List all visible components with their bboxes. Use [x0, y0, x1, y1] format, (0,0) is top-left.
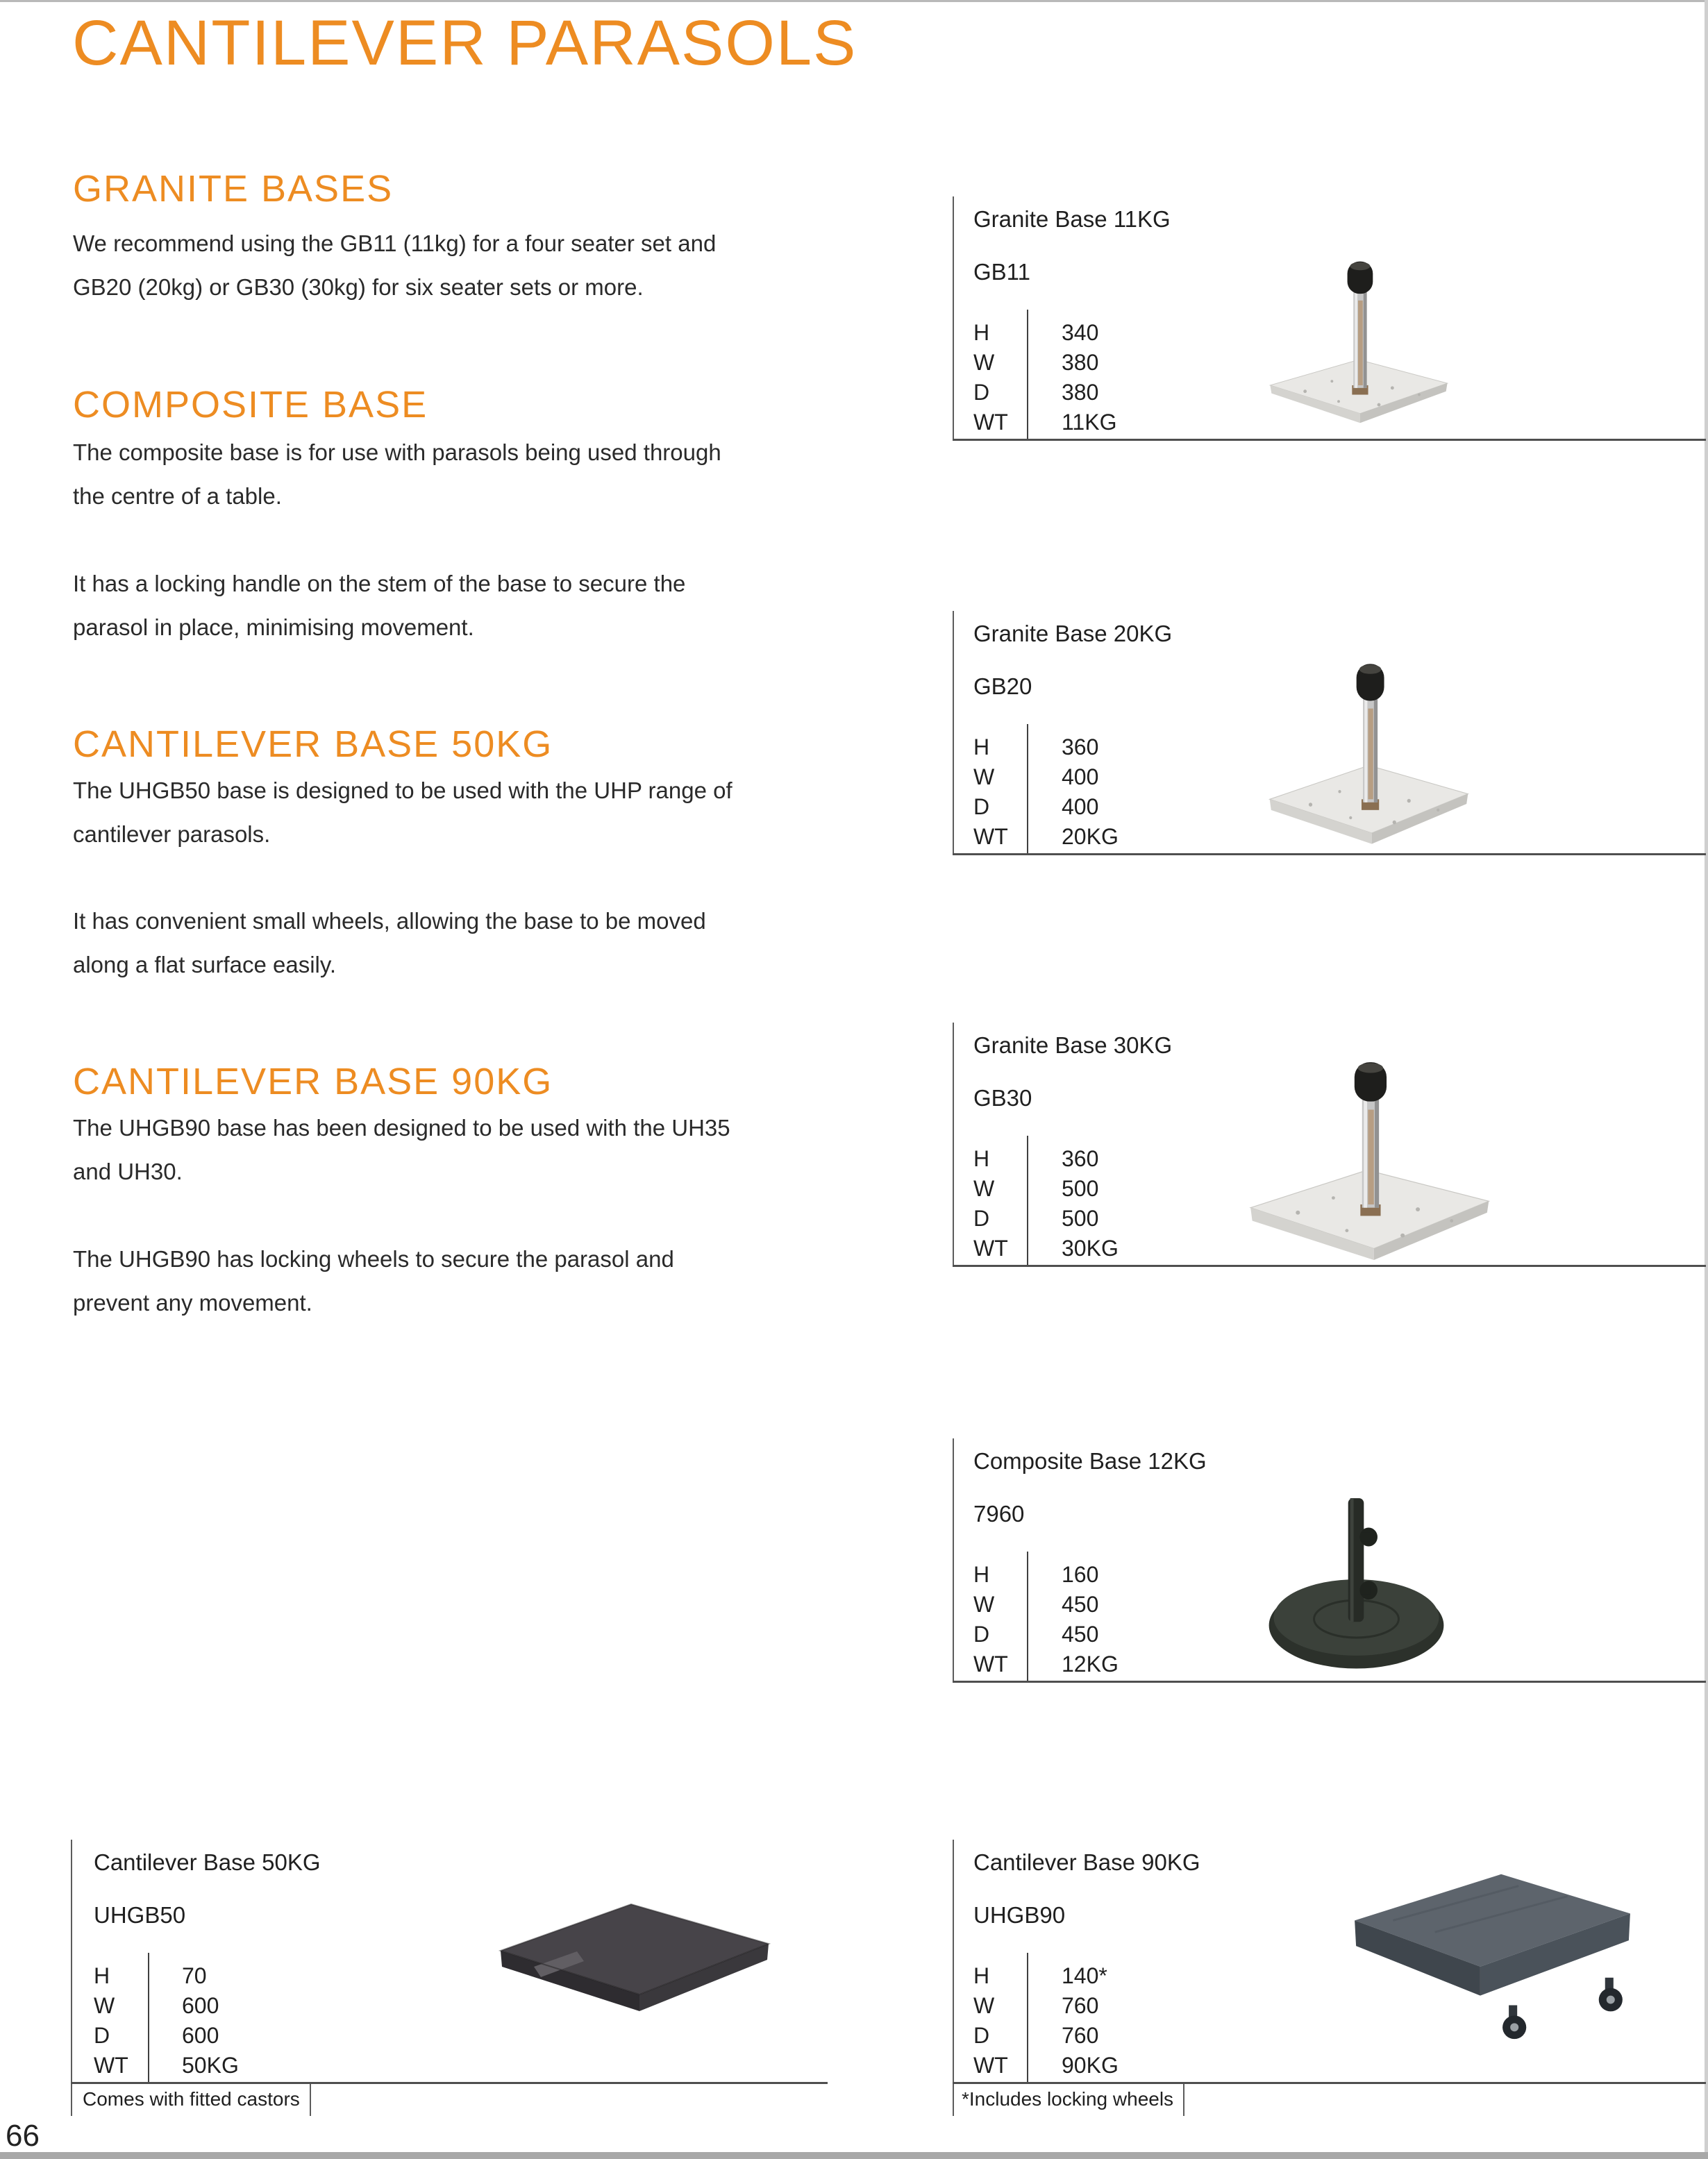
spec-value: 380: [1062, 380, 1099, 405]
product-card-gb20: [953, 611, 1706, 855]
product-title: Granite Base 20KG: [973, 621, 1173, 646]
product-card-gb11: [953, 196, 1706, 441]
spec-label: H: [94, 1963, 110, 1988]
spec-row: [973, 1174, 1119, 1204]
spec-value: 160: [1062, 1562, 1099, 1587]
body-paragraph: [73, 768, 962, 856]
spec-label: W: [973, 1592, 995, 1617]
product-card-7960: [953, 1438, 1706, 1683]
spec-row: [973, 2021, 1119, 2051]
section-heading-granite-bases: GRANITE BASES: [73, 168, 394, 210]
spec-row: [973, 1560, 1119, 1590]
spec-table: [973, 732, 1119, 852]
spec-table: [973, 1560, 1119, 1679]
spec-label: WT: [94, 2053, 128, 2078]
product-card-gb30: [953, 1023, 1706, 1267]
spec-label: D: [973, 2023, 990, 2048]
spec-label: W: [94, 1993, 115, 2018]
spec-row: [973, 1649, 1119, 1679]
paragraph-line: It has a locking handle on the stem of the base to secure the: [73, 571, 686, 596]
spec-label: W: [973, 1176, 995, 1201]
product-code: 7960: [973, 1501, 1025, 1527]
spec-label: H: [973, 734, 990, 759]
paragraph-line: along a flat surface easily.: [73, 952, 337, 977]
paragraph-line: The UHGB90 base has been designed to be used with the UH35: [73, 1115, 730, 1141]
spec-label: H: [973, 1562, 990, 1587]
spec-value: 500: [1062, 1176, 1099, 1201]
paragraph-line: prevent any movement.: [73, 1290, 312, 1316]
spec-label: D: [973, 1206, 990, 1231]
granite-base-photo: [1258, 253, 1459, 428]
spec-value: 760: [1062, 2023, 1099, 2048]
spec-row: [94, 2021, 239, 2051]
spec-label: H: [973, 1146, 990, 1171]
body-paragraph: [73, 1237, 962, 1325]
paragraph-line: cantilever parasols.: [73, 821, 271, 847]
paragraph-line: It has convenient small wheels, allowing the base to be moved: [73, 908, 706, 934]
spec-row: [973, 1590, 1119, 1620]
body-paragraph: [73, 1106, 962, 1193]
product-footnote: [71, 2084, 311, 2116]
spec-label: D: [973, 794, 990, 819]
spec-table: [973, 1144, 1119, 1263]
spec-label: W: [973, 764, 995, 789]
slab-base-photo: [485, 1864, 784, 2038]
paragraph-line: GB20 (20kg) or GB30 (30kg) for six seater sets or more.: [73, 274, 644, 300]
spec-value: 140*: [1062, 1963, 1107, 1988]
spec-row: [973, 378, 1116, 408]
product-title: Granite Base 11KG: [973, 206, 1171, 232]
spec-value: 360: [1062, 1146, 1099, 1171]
footnote-text: *Includes locking wheels: [954, 2084, 1184, 2116]
product-footnote: [953, 2084, 1184, 2116]
product-code: GB20: [973, 673, 1032, 699]
spec-row: [973, 732, 1119, 762]
slab-base-with-wheels-photo: [1337, 1855, 1644, 2055]
spec-value: 400: [1062, 794, 1099, 819]
spec-value: 600: [182, 2023, 219, 2048]
spec-label: D: [973, 1622, 990, 1647]
spec-label: W: [973, 1993, 995, 2018]
spec-label: H: [973, 1963, 990, 1988]
product-card-uhgb90: [953, 1840, 1706, 2110]
spec-row: [973, 408, 1116, 437]
spec-label: W: [973, 350, 995, 375]
spec-row: [94, 1991, 239, 2021]
spec-row: [973, 1144, 1119, 1174]
body-paragraph: [73, 430, 962, 518]
spec-value: 400: [1062, 764, 1099, 789]
spec-row: [973, 1234, 1119, 1263]
paragraph-line: parasol in place, minimising movement.: [73, 614, 474, 640]
spec-row: [94, 1961, 239, 1991]
product-code: UHGB50: [94, 1902, 186, 1928]
spec-row: [973, 762, 1119, 792]
spec-label: H: [973, 320, 990, 345]
spec-label: WT: [973, 824, 1008, 849]
spec-value: 12KG: [1062, 1652, 1119, 1677]
spec-row: [973, 822, 1119, 852]
spec-value: 50KG: [182, 2053, 239, 2078]
product-code: GB30: [973, 1085, 1032, 1111]
spec-row: [973, 1204, 1119, 1234]
spec-value: 70: [182, 1963, 207, 1988]
spec-row: [973, 1620, 1119, 1649]
section-heading-cantilever-base-50kg: CANTILEVER BASE 50KG: [73, 723, 553, 765]
composite-base-photo: [1254, 1477, 1459, 1678]
body-paragraph: [73, 899, 962, 986]
paragraph-line: The UHGB90 has locking wheels to secure the parasol and: [73, 1246, 674, 1272]
spec-value: 380: [1062, 350, 1099, 375]
spec-value: 450: [1062, 1622, 1099, 1647]
spec-label: WT: [973, 1652, 1008, 1677]
product-card-uhgb50: [71, 1840, 828, 2110]
page-title: CANTILEVER PARASOLS: [72, 8, 857, 78]
paragraph-line: The composite base is for use with parasols being used through: [73, 439, 721, 465]
spec-row: [973, 318, 1116, 348]
section-heading-cantilever-base-90kg: CANTILEVER BASE 90KG: [73, 1061, 553, 1102]
product-title: Granite Base 30KG: [973, 1032, 1173, 1058]
spec-label: WT: [973, 2053, 1008, 2078]
spec-value: 360: [1062, 734, 1099, 759]
section-heading-composite-base: COMPOSITE BASE: [73, 384, 428, 426]
paragraph-line: We recommend using the GB11 (11kg) for a four seater set and: [73, 230, 717, 256]
body-paragraph: [73, 562, 962, 649]
product-code: GB11: [973, 259, 1030, 285]
spec-value: 450: [1062, 1592, 1099, 1617]
spec-row: [94, 2051, 239, 2081]
product-code: UHGB90: [973, 1902, 1066, 1928]
spec-label: D: [973, 380, 990, 405]
product-title: Cantilever Base 90KG: [973, 1849, 1200, 1875]
product-title: Cantilever Base 50KG: [94, 1849, 321, 1875]
granite-base-photo: [1242, 1048, 1496, 1260]
granite-base-photo: [1259, 647, 1478, 847]
spec-value: 20KG: [1062, 824, 1119, 849]
body-paragraph: [73, 221, 962, 309]
paragraph-line: The UHGB50 base is designed to be used with the UHP range of: [73, 778, 732, 803]
spec-value: 11KG: [1062, 410, 1117, 435]
spec-value: 600: [182, 1993, 219, 2018]
spec-table: [973, 318, 1116, 437]
page-edge-shadow-top: [0, 0, 1708, 2]
spec-row: [973, 792, 1119, 822]
spec-label: WT: [973, 410, 1008, 435]
spec-row: [973, 2051, 1119, 2081]
page-edge-shadow-bottom: [0, 2152, 1708, 2159]
paragraph-line: and UH30.: [73, 1159, 183, 1184]
spec-value: 340: [1062, 320, 1099, 345]
spec-row: [973, 1991, 1119, 2021]
product-title: Composite Base 12KG: [973, 1448, 1207, 1474]
paragraph-line: the centre of a table.: [73, 483, 282, 509]
spec-label: D: [94, 2023, 110, 2048]
spec-row: [973, 1961, 1119, 1991]
spec-row: [973, 348, 1116, 378]
spec-table: [94, 1961, 239, 2081]
spec-value: 30KG: [1062, 1236, 1119, 1261]
page-number: 66: [6, 2119, 40, 2153]
spec-value: 90KG: [1062, 2053, 1119, 2078]
spec-label: WT: [973, 1236, 1008, 1261]
footnote-text: Comes with fitted castors: [72, 2084, 311, 2116]
spec-table: [973, 1961, 1119, 2081]
spec-value: 760: [1062, 1993, 1099, 2018]
spec-value: 500: [1062, 1206, 1099, 1231]
